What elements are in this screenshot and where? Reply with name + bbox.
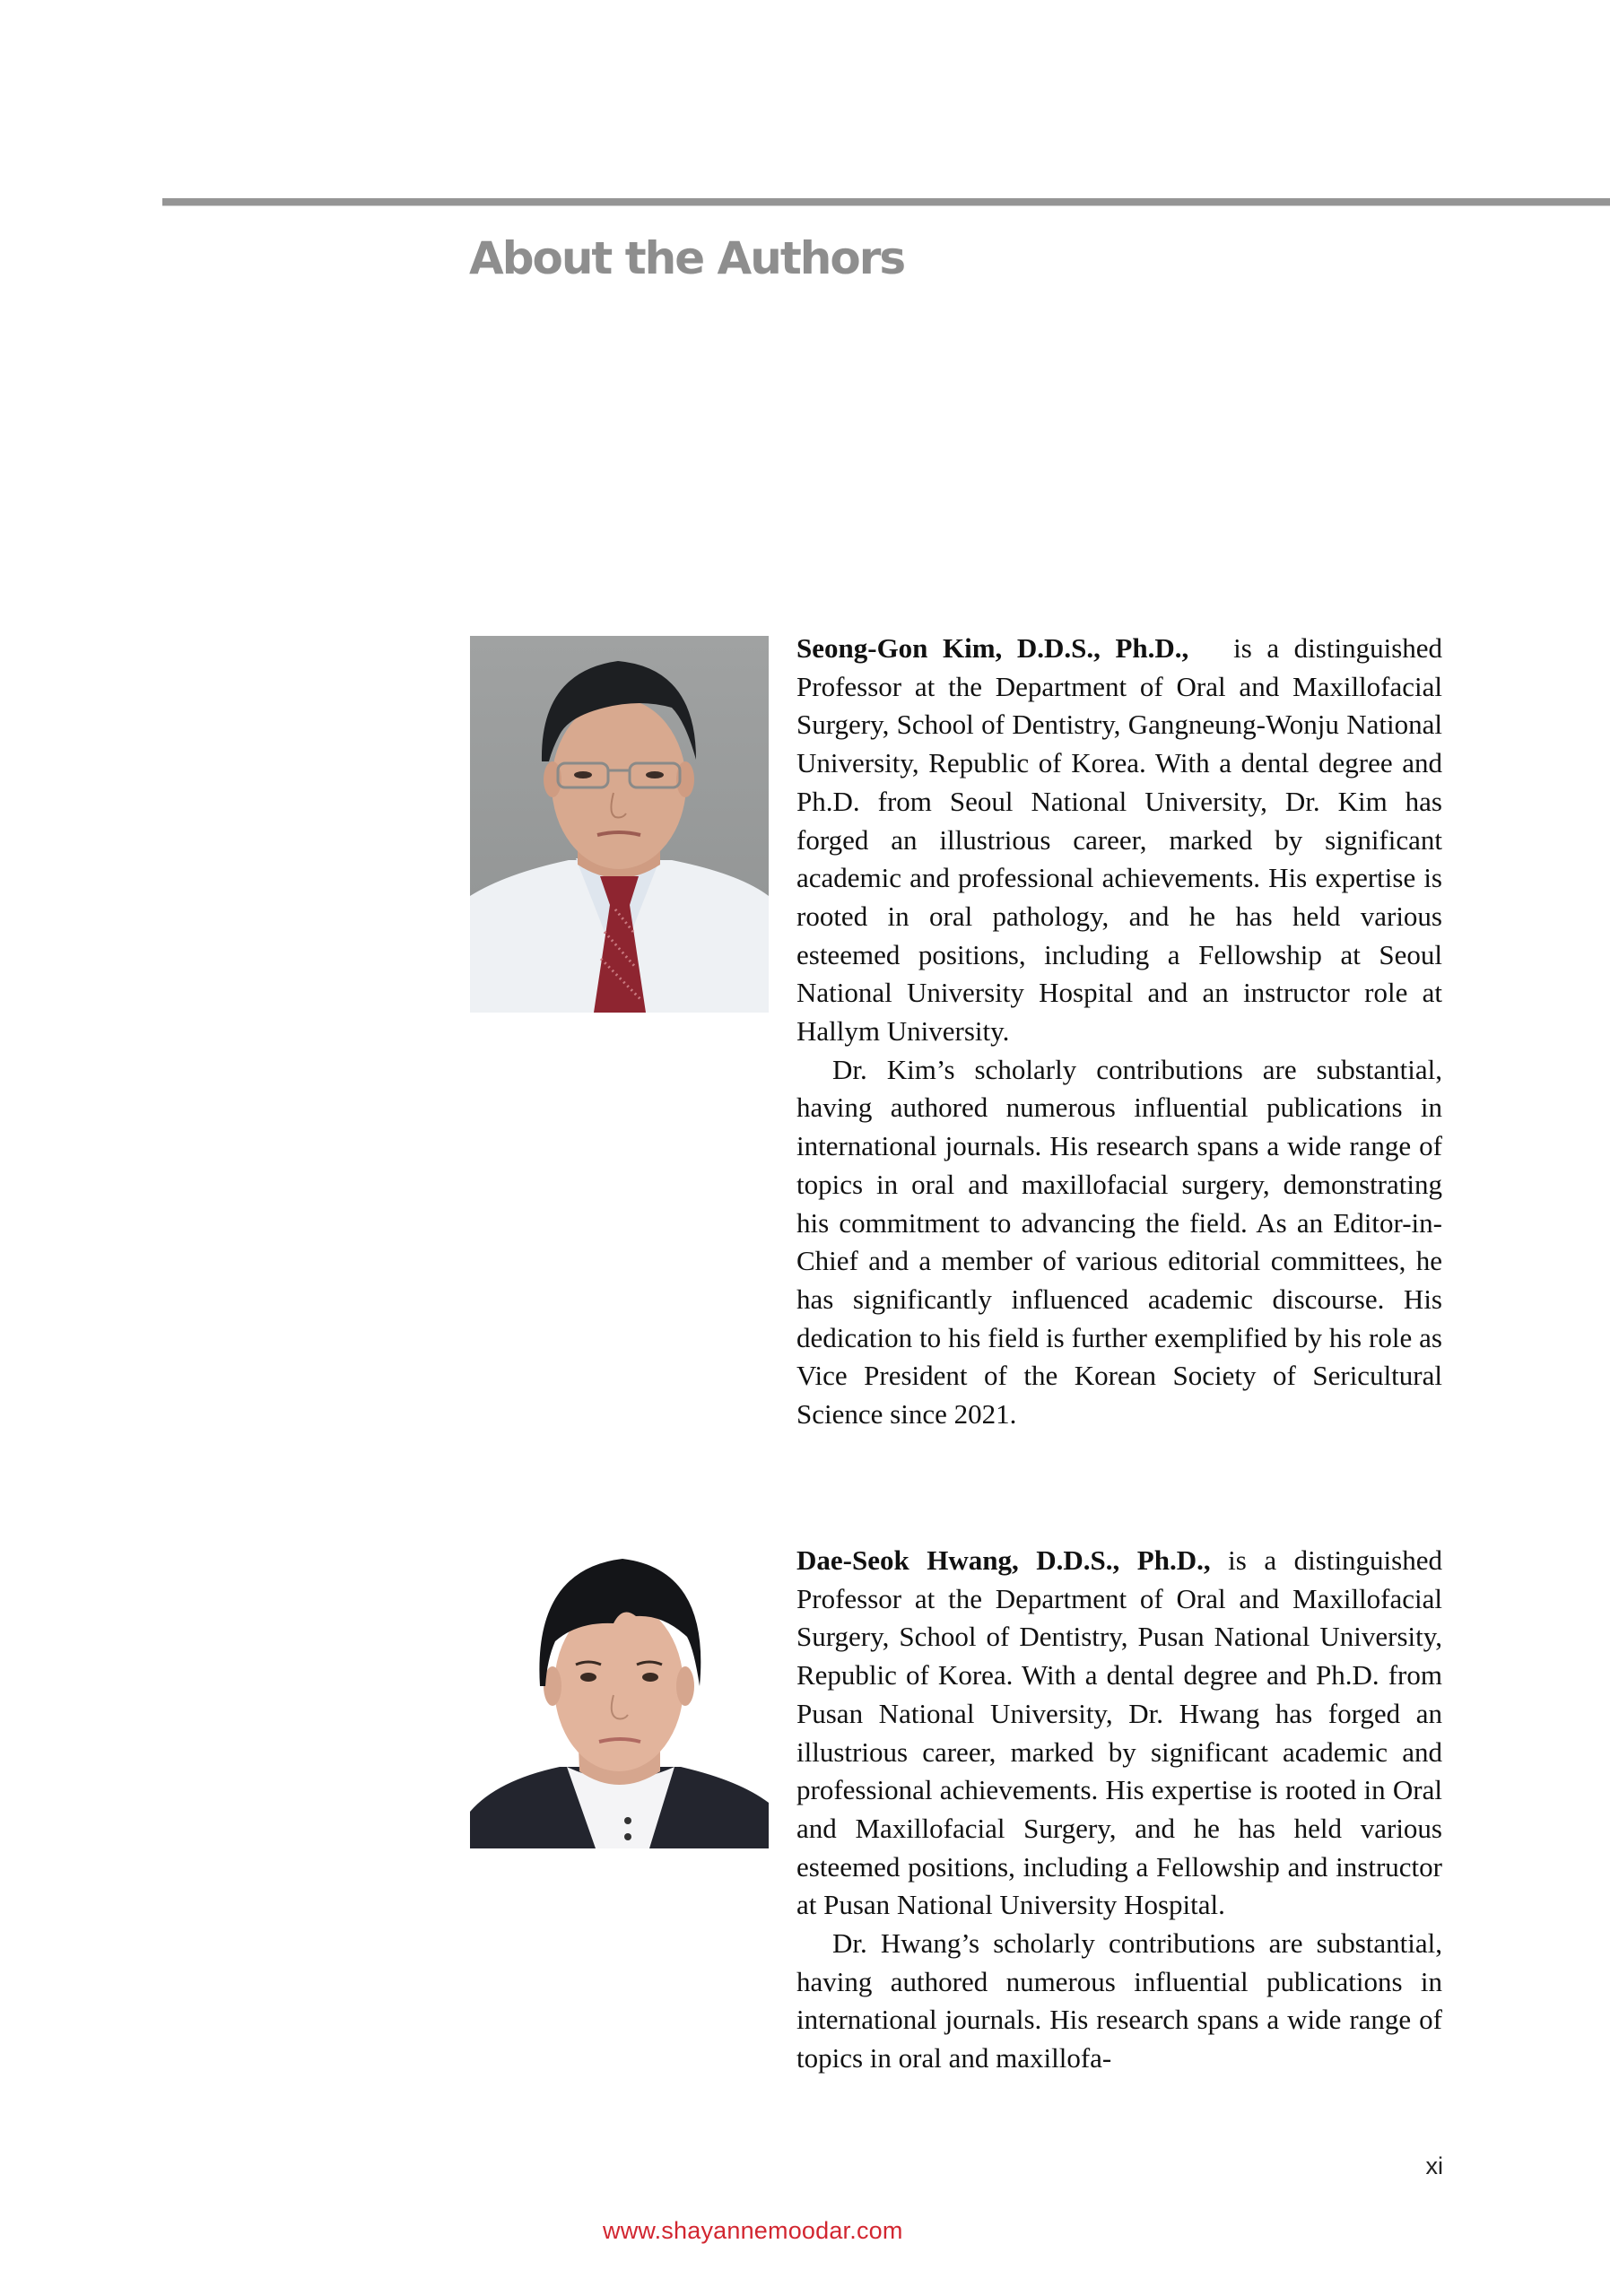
bio-paragraph: Dr. Hwang’s scholarly contributions are substantial, having authored numerous influential publications in international journals. His research spans a wide range of topics in oral and maxillofa- xyxy=(796,1927,1442,2074)
bio-text: is a distinguished Professor at the Department of Oral and Maxillofacial Surgery, School of Dentistry, Pusan National University, Republic of Korea. With a dental degree and Ph.D. from Pusan National University, Dr. Hwang has forged an illustrious career, marked by significant academic and professional achievements. His expertise is rooted in Oral and Maxillofacial Surgery, and he has held various esteemed positions, including a Fellowship and instructor at Pusan National University Hospital. xyxy=(796,1544,1442,1921)
author-name: Seong-Gon Kim, D.D.S., Ph.D., xyxy=(796,632,1189,664)
footer-url-watermark[interactable]: www.shayannemoodar.com xyxy=(603,2217,903,2244)
page-number: xi xyxy=(1425,2152,1443,2179)
author-photo-kim xyxy=(470,636,769,1013)
bio-text: is a distinguished Professor at the Department of Oral and Maxillofacial Surgery, School of Dentistry, Gangneung-Wonju National University, Republic of Korea. With a dental degree and Ph.D. from Seoul National University, Dr. Kim has forged an illustrious career, marked by significant academic and professional achievements. His expertise is rooted in oral pathology, and he has held various esteemed positions, including a Fellowship at Seoul National University Hospital and an instructor role at Hallym University. xyxy=(796,632,1443,1048)
author-photo-hwang xyxy=(470,1552,769,1848)
portrait-hwang xyxy=(470,1552,769,1848)
page-title: About the Authors xyxy=(469,232,905,284)
author-bio-hwang xyxy=(796,1542,1442,2078)
portrait-kim xyxy=(470,636,769,1013)
bio-paragraph xyxy=(796,630,1442,1051)
bio-paragraph: Dr. Kim’s scholarly contributions are substantial, having authored numerous influential publications in international journals. His research spans a wide range of topics in oral and maxillofacial surgery, demonstrating his commitment to advancing the field. As an Editor-in-Chief and a member of various editorial committees, he has significantly influenced academic discourse. His dedication to his field is further exemplified by his role as Vice President of the Korean Society of Sericultural Science since 2021. xyxy=(796,1053,1442,1431)
bio-paragraph xyxy=(796,1542,1442,1925)
author-name: Dae-Seok Hwang, D.D.S., Ph.D., xyxy=(796,1544,1211,1576)
header-rule xyxy=(162,198,1610,206)
author-bio-kim xyxy=(796,630,1442,1434)
